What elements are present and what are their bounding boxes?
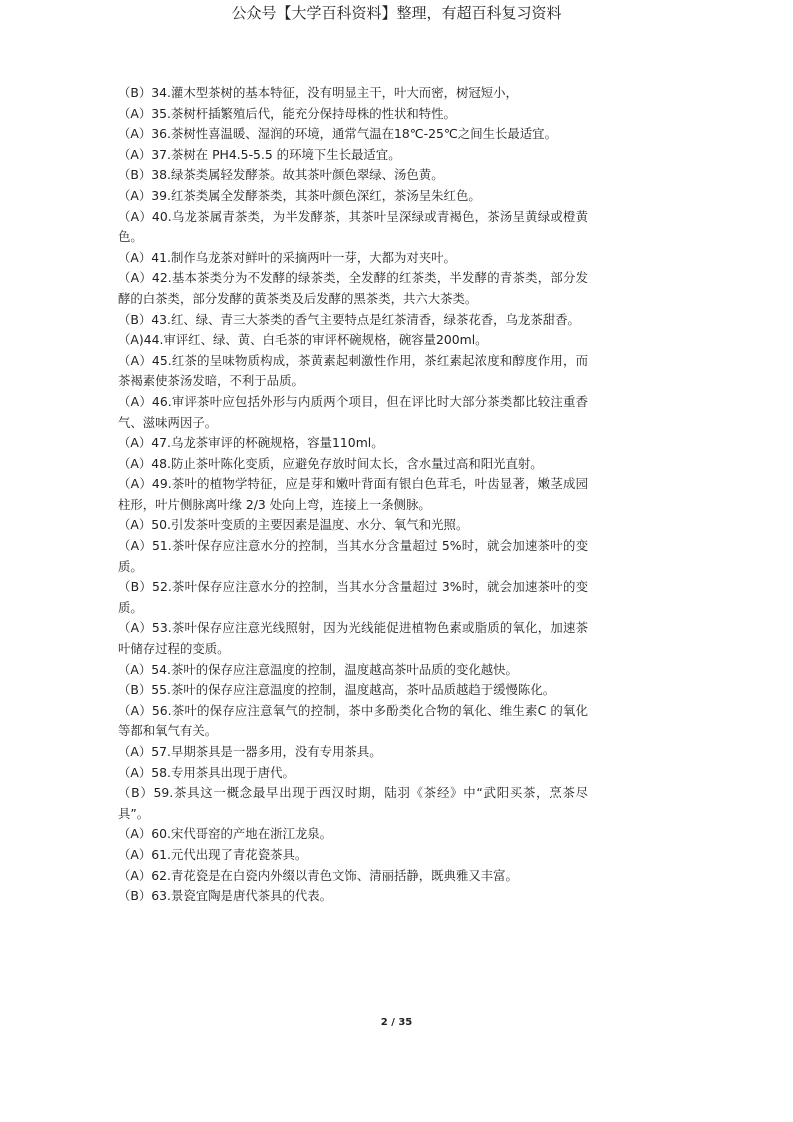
- list-item: （B）38.绿茶类属轻发酵茶。故其茶叶颜色翠绿、汤色黄。: [118, 167, 444, 183]
- list-item: （B）55.茶叶的保存应注意温度的控制，温度越高，茶叶品质越趋于缓慢陈化。: [118, 682, 556, 698]
- list-item: （A）54.茶叶的保存应注意温度的控制，温度越高茶叶品质的变化越快。: [118, 661, 518, 677]
- list-item: （A）60.宋代哥窑的产地在浙江龙泉。: [118, 826, 333, 842]
- list-item: （A）37.茶树在 PH4.5-5.5 的环境下生长最适宜。: [118, 146, 401, 162]
- list-item: （B）63.景瓷宜陶是唐代茶具的代表。: [118, 888, 333, 904]
- list-item: （A）45.红茶的呈味物质构成，茶黄素起刺激性作用，茶红素起浓度和醇度作用，而茶褐素使茶汤发暗，不利于品质。: [118, 352, 588, 389]
- list-item: （B）34.灌木型茶树的基本特征，没有明显主干，叶大而密，树冠短小，: [118, 85, 518, 100]
- list-item: （A）56.茶叶的保存应注意氧气的控制，茶中多酚类化合物的氧化、维生素C 的氧化等都和氧气有关。: [118, 702, 588, 739]
- list-item: （A）48.防止茶叶陈化变质，应避免存放时间太长，含水量过高和阳光直射。: [118, 455, 543, 471]
- list-item: （A）47.乌龙茶审评的杯碗规格，容量110ml。: [118, 435, 384, 451]
- list-item: （B）59.茶具这一概念最早出现于西汉时期，陆羽《茶经》中“武阳买茶，烹茶尽具”。: [118, 785, 588, 821]
- list-item: （A)44.审评红、绿、黄、白毛茶的审评杯碗规格，碗容量200ml。: [118, 332, 488, 348]
- list-item: （A）50.引发茶叶变质的主要因素是温度、水分、氧气和光照。: [118, 517, 469, 533]
- list-item: （B）43.红、绿、青三大茶类的香气主要特点是红茶清香，绿茶花香，乌龙茶甜香。: [118, 311, 580, 327]
- list-item: （A）49.茶叶的植物学特征，应是芽和嫩叶背面有银白色茸毛，叶齿显著，嫩茎成园柱形，叶片侧脉离叶缘 2/3 处向上弯，连接上一条侧脉。: [118, 476, 588, 512]
- list-item: （A）35.茶树杆插繁殖后代，能充分保持母株的性状和特性。: [118, 105, 456, 121]
- list-item: （A）61.元代出现了青花瓷茶具。: [118, 846, 308, 862]
- list-item: （A）57.早期茶具是一器多用，没有专用茶具。: [118, 744, 382, 759]
- list-item: （B）52.茶叶保存应注意水分的控制，当其水分含量超过 3%时，就会加速茶叶的变质。: [118, 579, 588, 615]
- list-item: （A）46.审评茶叶应包括外形与内质两个项目，但在评比时大部分茶类都比较注重香气、滋味两因子。: [118, 393, 588, 430]
- page-number: 2 / 35: [380, 1017, 413, 1028]
- list-item: （A）51.茶叶保存应注意水分的控制，当其水分含量超过 5%时，就会加速茶叶的变质。: [118, 538, 588, 574]
- list-item: （A）53.茶叶保存应注意光线照射，因为光线能促进植物色素或脂质的氧化，加速茶叶储存过程的变质。: [118, 620, 588, 657]
- list-item: （A）36.茶树性喜温暖、湿润的环境，通常气温在18℃-25℃之间生长最适宜。: [118, 126, 557, 142]
- list-item: （A）58.专用茶具出现于唐代。: [118, 764, 295, 780]
- list-item: （A）39.红茶类属全发酵茶类，其茶叶颜色深红，茶汤呈朱红色。: [118, 187, 481, 203]
- list-item: （A）41.制作乌龙茶对鲜叶的采摘两叶一芽，大都为对夹叶。: [118, 249, 456, 265]
- page-header: 公众号【大学百科资料】整理，有超百科复习资料: [231, 4, 562, 22]
- list-item: （A）62.青花瓷是在白瓷内外缀以青色文饰、清丽括静，既典雅又丰富。: [118, 867, 518, 883]
- list-item: （A）42.基本茶类分为不发酵的绿茶类，全发酵的红茶类，半发酵的青茶类，部分发酵的白茶类，部分发酵的黄茶类及后发酵的黑茶类，共六大茶类。: [118, 270, 588, 306]
- list-item: （A）40.乌龙茶属青茶类，为半发酵茶，其茶叶呈深绿或青褐色，茶汤呈黄绿或橙黄色。: [118, 208, 588, 245]
- question-list: [118, 83, 588, 907]
